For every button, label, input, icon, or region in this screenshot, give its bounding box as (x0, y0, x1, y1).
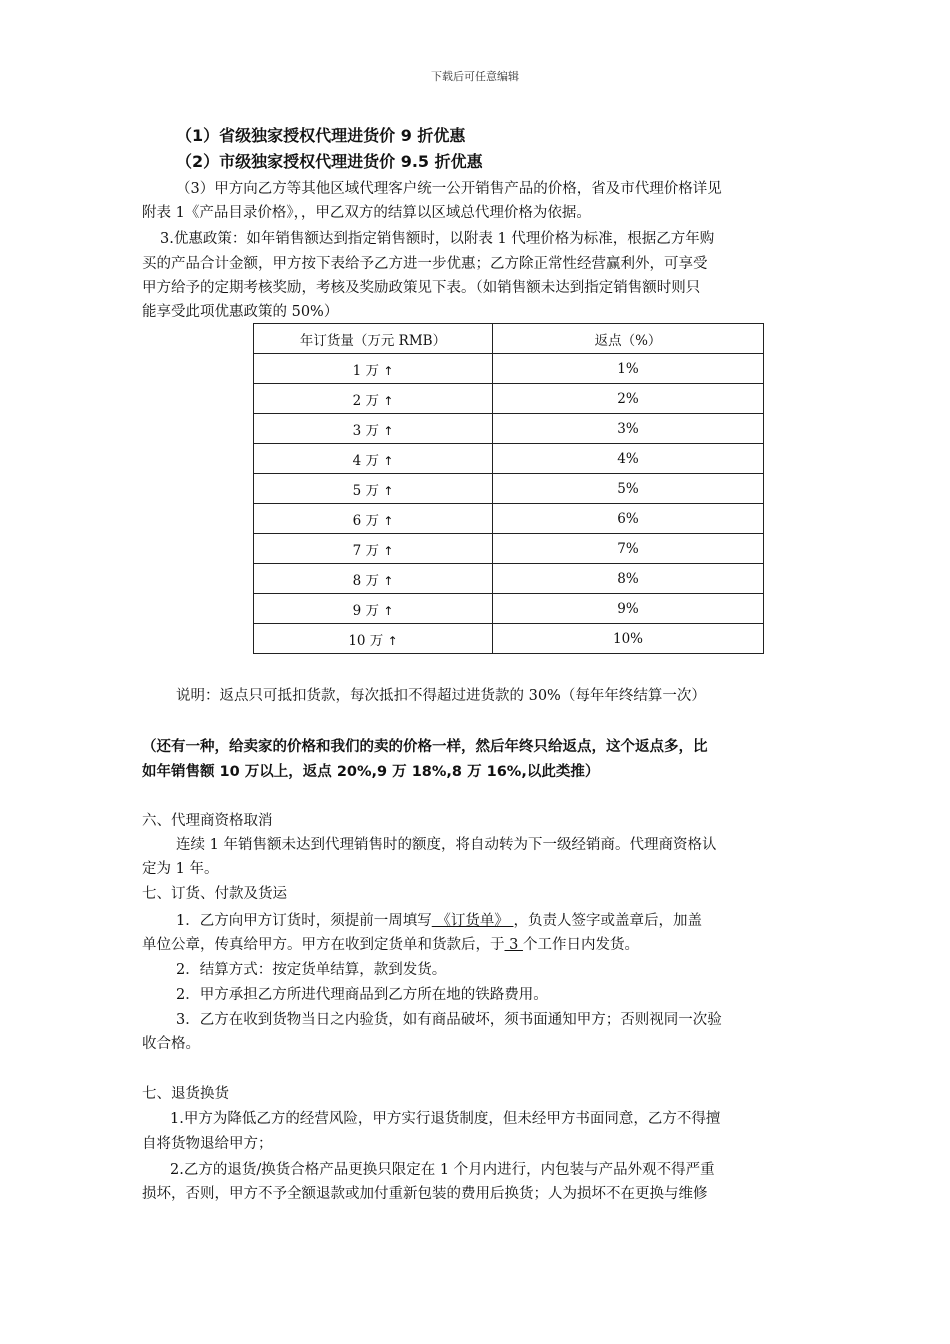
table-row (254, 354, 764, 384)
discount-line-1: （1）省级独家授权代理进货价 9 折优惠 (176, 126, 466, 145)
page-header: 下载后可任意编辑 (431, 70, 519, 83)
table-row (254, 474, 764, 504)
rate-cell: 8% (493, 564, 764, 594)
policy-line-1: 3.优惠政策：如年销售额达到指定销售额时，以附表 1 代理价格为标准，根据乙方年购 (160, 231, 715, 247)
up-arrow-icon: ↑ (383, 513, 394, 528)
rate-cell: 7% (493, 534, 764, 564)
section-8-item-2a: 2.乙方的退货/换货合格产品更换只限定在 1 个月内进行，内包装与产品外观不得严重 (170, 1162, 715, 1178)
table-row (254, 624, 764, 654)
up-arrow-icon: ↑ (383, 573, 394, 588)
section-7-item-4a: 3．乙方在收到货物当日之内验货，如有商品破坏，须书面通知甲方；否则视同一次验 (176, 1012, 722, 1028)
rate-cell: 4% (493, 444, 764, 474)
rate-cell: 6% (493, 504, 764, 534)
rate-cell: 9% (493, 594, 764, 624)
section-7-item-2: 2．结算方式：按定货单结算，款到发货。 (176, 962, 447, 978)
amount-cell: 8 万 ↑ (254, 564, 493, 594)
amount-cell: 4 万 ↑ (254, 444, 493, 474)
section-8-item-1a: 1.甲方为降低乙方的经营风险，甲方实行退货制度，但未经甲方书面同意，乙方不得擅 (170, 1111, 721, 1127)
up-arrow-icon: ↑ (383, 393, 394, 408)
column-header-rate: 返点（%） (493, 324, 764, 354)
rebate-table (253, 323, 764, 654)
section-7-title: 七、订货、付款及货运 (142, 886, 287, 902)
table-row (254, 564, 764, 594)
rate-cell: 3% (493, 414, 764, 444)
section-7-item-1b: 单位公章，传真给甲方。甲方在收到定货单和货款后，于 3 个工作日内发货。 (142, 937, 639, 953)
up-arrow-icon: ↑ (383, 423, 394, 438)
amount-cell: 7 万 ↑ (254, 534, 493, 564)
table-row (254, 414, 764, 444)
order-form-underline: 《订货单》 (431, 913, 514, 929)
policy-line-2: 买的产品合计金额，甲方按下表给予乙方进一步优惠；乙方除正常性经营赢利外，可享受 (142, 256, 708, 272)
extra-note-line-2: 如年销售额 10 万以上，返点 20%,9 万 18%,8 万 16%,以此类推） (142, 764, 600, 780)
section-7-item-3: 2．甲方承担乙方所进代理商品到乙方所在地的铁路费用。 (176, 987, 548, 1003)
policy-line-3: 甲方给予的定期考核奖励，考核及奖励政策见下表。（如销售额未达到指定销售额时则只 (142, 280, 701, 296)
section-6-line-2: 定为 1 年。 (142, 861, 219, 877)
table-row (254, 594, 764, 624)
up-arrow-icon: ↑ (383, 453, 394, 468)
section-8-item-2b: 损坏，否则，甲方不予全额退款或加付重新包装的费用后换货；人为损坏不在更换与维修 (142, 1186, 708, 1202)
discount-line-3b: 附表 1《产品目录价格》，，甲乙双方的结算以区域总代理价格为依据。 (142, 205, 591, 221)
section-6-title: 六、代理商资格取消 (142, 813, 273, 829)
explain-note: 说明：返点只可抵扣货款，每次抵扣不得超过进货款的 30%（每年年终结算一次） (176, 688, 706, 704)
amount-cell: 3 万 ↑ (254, 414, 493, 444)
rate-cell: 2% (493, 384, 764, 414)
discount-line-3a: （3）甲方向乙方等其他区域代理客户统一公开销售产品的价格，省及市代理价格详见 (176, 181, 722, 197)
rate-cell: 10% (493, 624, 764, 654)
section-8-title: 七、退货换货 (142, 1086, 229, 1102)
table-row (254, 504, 764, 534)
amount-cell: 2 万 ↑ (254, 384, 493, 414)
section-7-item-1a: 1．乙方向甲方订货时，须提前一周填写 《订货单》 ，负责人签字或盖章后，加盖 (176, 913, 702, 929)
table-row (254, 384, 764, 414)
rate-cell: 1% (493, 354, 764, 384)
days-underline: 3 (504, 937, 523, 953)
up-arrow-icon: ↑ (387, 633, 398, 648)
amount-cell: 5 万 ↑ (254, 474, 493, 504)
amount-cell: 10 万 ↑ (254, 624, 493, 654)
up-arrow-icon: ↑ (383, 543, 394, 558)
table-row (254, 444, 764, 474)
amount-cell: 1 万 ↑ (254, 354, 493, 384)
section-7-item-4b: 收合格。 (142, 1036, 200, 1052)
rate-cell: 5% (493, 474, 764, 504)
extra-note-line-1: （还有一种，给卖家的价格和我们的卖的价格一样，然后年终只给返点，这个返点多，比 (142, 739, 708, 755)
up-arrow-icon: ↑ (383, 603, 394, 618)
table-header-row (254, 324, 764, 354)
section-8-item-1b: 自将货物退给甲方； (142, 1136, 273, 1152)
up-arrow-icon: ↑ (383, 483, 394, 498)
table-row (254, 534, 764, 564)
discount-line-2: （2）市级独家授权代理进货价 9.5 折优惠 (176, 152, 483, 171)
amount-cell: 6 万 ↑ (254, 504, 493, 534)
up-arrow-icon: ↑ (383, 363, 394, 378)
amount-cell: 9 万 ↑ (254, 594, 493, 624)
column-header-amount: 年订货量（万元 RMB） (254, 324, 493, 354)
section-6-line-1: 连续 1 年销售额未达到代理销售时的额度，将自动转为下一级经销商。代理商资格认 (176, 837, 717, 853)
policy-line-4: 能享受此项优惠政策的 50%） (142, 304, 339, 320)
